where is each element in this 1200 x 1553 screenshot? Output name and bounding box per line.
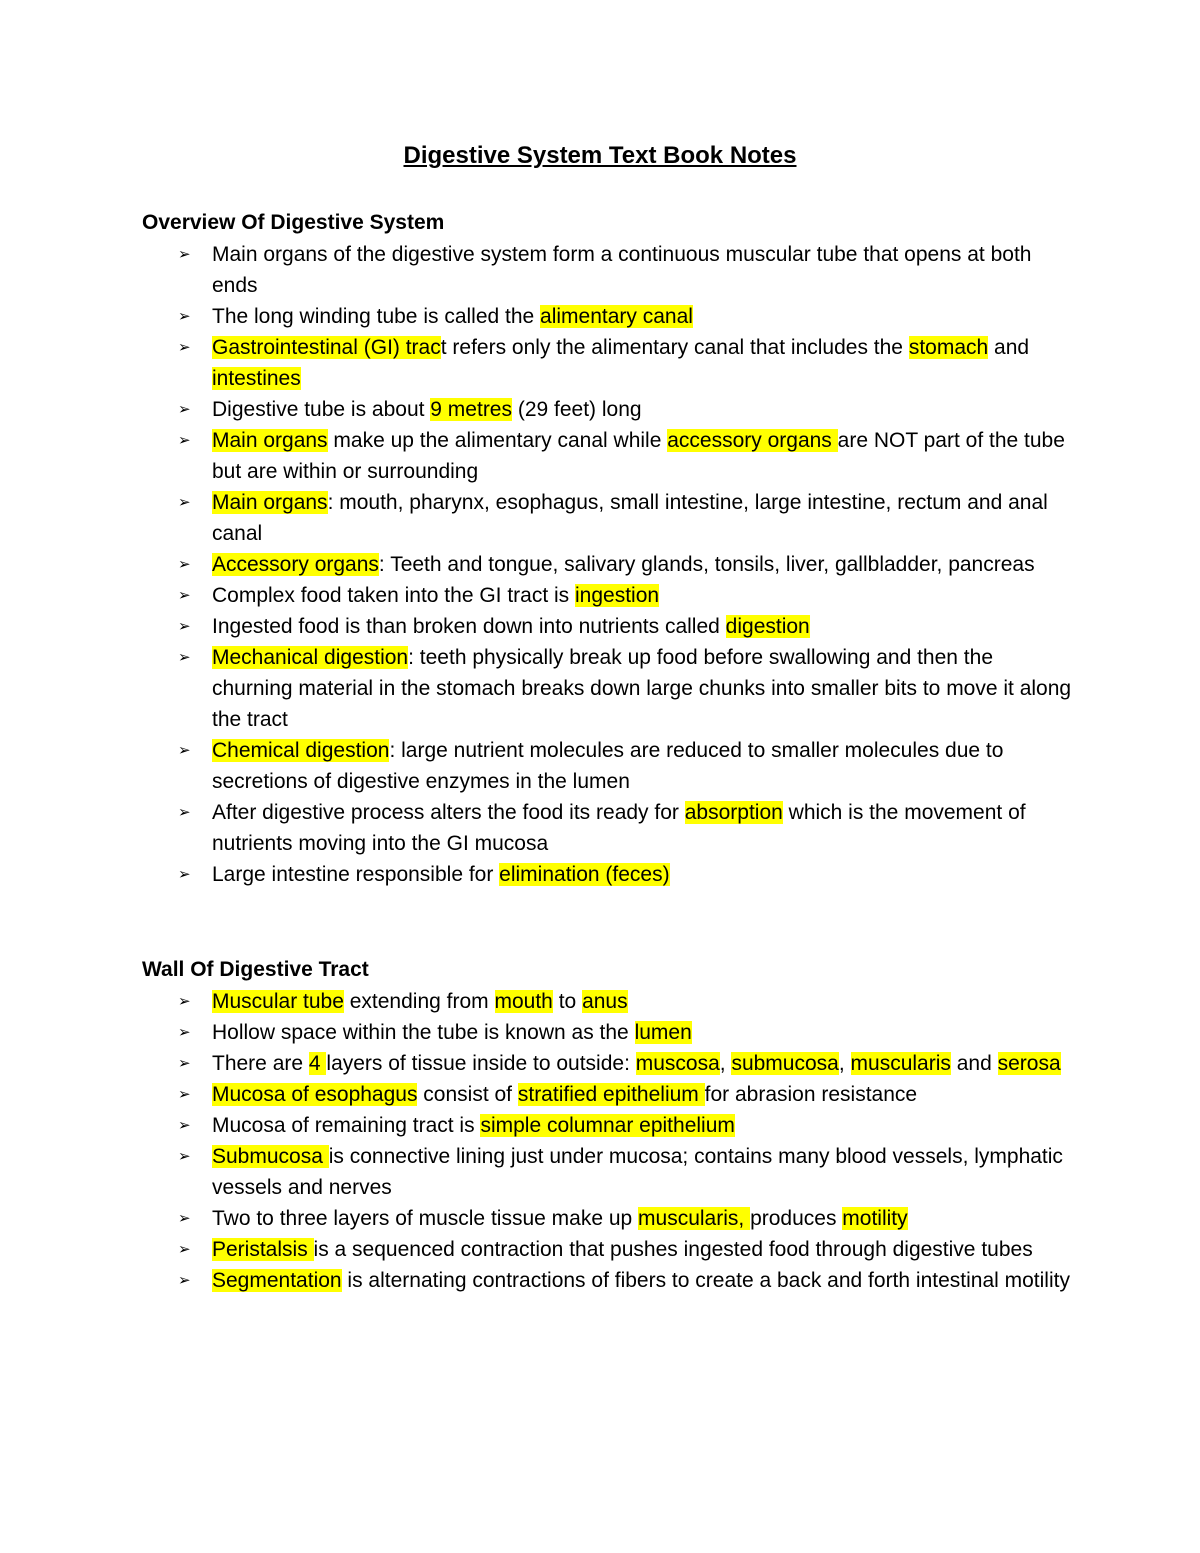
- highlighted-term: Submucosa: [212, 1145, 329, 1168]
- highlighted-term: Segmentation: [212, 1269, 342, 1292]
- bullet-text: : teeth physically break up food before swallowing and then the churning material in the stomach breaks down large chunks into smaller bits to move it along the tract: [212, 646, 1072, 731]
- bullet-item: [142, 986, 1072, 1017]
- highlighted-term: intestines: [212, 367, 301, 390]
- bullet-text: Two to three layers of muscle tissue make up: [212, 1207, 639, 1230]
- highlighted-term: Gastrointestinal (GI) trac: [212, 336, 441, 359]
- bullet-text: make up the alimentary canal while: [327, 429, 668, 452]
- section-heading: Wall Of Digestive Tract: [142, 958, 369, 981]
- highlighted-term: serosa: [997, 1052, 1061, 1075]
- bullet-item: [142, 487, 1072, 549]
- bullet-text: ,: [838, 1052, 851, 1075]
- bullet-item: [142, 611, 1072, 642]
- bullet-text: Ingested food is than broken down into nutrients called: [212, 615, 726, 638]
- bullet-text: are NOT part of the tube but are within or surrounding: [212, 429, 1065, 483]
- section-heading: Overview Of Digestive System: [142, 211, 445, 234]
- highlighted-term: elimination (feces): [499, 863, 670, 886]
- bullet-text: is connective lining just under mucosa; contains many blood vessels, lymphatic vessels and nerves: [212, 1145, 1063, 1199]
- bullet-text: extending from: [343, 990, 495, 1013]
- bullet-item: [142, 1234, 1072, 1265]
- bullet-item: [142, 239, 1072, 301]
- bullet-text: consist of: [417, 1083, 518, 1106]
- bullet-text: Complex food taken into the GI tract is: [212, 584, 576, 607]
- bullet-item: [142, 394, 1072, 425]
- bullet-text: produces: [750, 1207, 843, 1230]
- bullet-item: [142, 1203, 1072, 1234]
- section-wall-of-digestive-tract: [142, 954, 1072, 1296]
- bullet-text: After digestive process alters the food its ready for: [212, 801, 685, 824]
- bullet-text: to: [552, 990, 583, 1013]
- bullet-text: Large intestine responsible for: [212, 863, 500, 886]
- bullet-item: [142, 1079, 1072, 1110]
- bullet-text: : mouth, pharynx, esophagus, small intestine, large intestine, rectum and anal canal: [212, 491, 1048, 545]
- highlighted-term: ingestion: [575, 584, 660, 607]
- bullet-text: Hollow space within the tube is known as the: [212, 1021, 635, 1044]
- bullet-text: layers of tissue inside to outside:: [326, 1052, 636, 1075]
- bullet-text: is a sequenced contraction that pushes ingested food through digestive tubes: [313, 1238, 1033, 1261]
- highlighted-term: muscosa: [635, 1052, 720, 1075]
- bullet-text: There are: [212, 1052, 309, 1075]
- bullet-item: [142, 332, 1072, 394]
- bullet-item: [142, 642, 1072, 735]
- bullet-text: Main organs of the digestive system form a continuous muscular tube that opens at both ends: [212, 243, 1032, 297]
- bullet-item: [142, 425, 1072, 487]
- highlighted-term: motility: [842, 1207, 908, 1230]
- highlighted-term: alimentary canal: [540, 305, 693, 328]
- bullet-text: : Teeth and tongue, salivary glands, tonsils, liver, gallbladder, pancreas: [378, 553, 1035, 576]
- bullet-item: [142, 549, 1072, 580]
- highlighted-term: Mechanical digestion: [212, 646, 409, 669]
- bullet-item: [142, 301, 1072, 332]
- highlighted-term: lumen: [634, 1021, 692, 1044]
- highlighted-term: accessory organs: [667, 429, 838, 452]
- bullet-item: [142, 1141, 1072, 1203]
- highlighted-term: anus: [582, 990, 628, 1013]
- bullet-text: t refers only the alimentary canal that includes the: [440, 336, 909, 359]
- highlighted-term: Muscular tube: [212, 990, 344, 1013]
- highlighted-term: muscularis: [850, 1052, 951, 1075]
- bullet-text: ,: [719, 1052, 732, 1075]
- highlighted-term: Peristalsis: [212, 1238, 314, 1261]
- highlighted-term: mouth: [494, 990, 553, 1013]
- highlighted-term: 4: [308, 1052, 327, 1075]
- highlighted-term: stratified epithelium: [517, 1083, 705, 1106]
- highlighted-term: 9 metres: [430, 398, 512, 421]
- highlighted-term: submucosa: [731, 1052, 839, 1075]
- bullet-text: Mucosa of remaining tract is: [212, 1114, 481, 1137]
- bullet-list: [142, 986, 1072, 1296]
- highlighted-term: digestion: [725, 615, 810, 638]
- highlighted-term: muscularis,: [638, 1207, 751, 1230]
- highlighted-term: stomach: [908, 336, 989, 359]
- bullet-text: which is the movement of nutrients moving into the GI mucosa: [212, 801, 1026, 855]
- bullet-list: [142, 239, 1072, 890]
- highlighted-term: Main organs: [212, 491, 328, 514]
- bullet-text: for abrasion resistance: [704, 1083, 918, 1106]
- section-overview: [142, 207, 1072, 890]
- bullet-text: : large nutrient molecules are reduced to smaller molecules due to secretions of digestive enzymes in the lumen: [212, 739, 1004, 793]
- bullet-item: [142, 1017, 1072, 1048]
- bullet-item: [142, 797, 1072, 859]
- bullet-item: [142, 859, 1072, 890]
- bullet-item: [142, 735, 1072, 797]
- document-title: Digestive System Text Book Notes: [403, 142, 797, 169]
- bullet-text: (29 feet) long: [512, 398, 642, 421]
- highlighted-term: Main organs: [212, 429, 328, 452]
- bullet-text: The long winding tube is called the: [212, 305, 541, 328]
- highlighted-term: absorption: [684, 801, 783, 824]
- bullet-text: and: [988, 336, 1030, 359]
- bullet-item: [142, 1110, 1072, 1141]
- highlighted-term: Chemical digestion: [212, 739, 390, 762]
- bullet-item: [142, 580, 1072, 611]
- bullet-item: [142, 1048, 1072, 1079]
- highlighted-term: simple columnar epithelium: [480, 1114, 735, 1137]
- bullet-text: is alternating contractions of fibers to create a back and forth intestinal motility: [341, 1269, 1070, 1292]
- bullet-item: [142, 1265, 1072, 1296]
- highlighted-term: Accessory organs: [212, 553, 379, 576]
- highlighted-term: Mucosa of esophagus: [212, 1083, 418, 1106]
- bullet-text: Digestive tube is about: [212, 398, 431, 421]
- bullet-text: and: [950, 1052, 998, 1075]
